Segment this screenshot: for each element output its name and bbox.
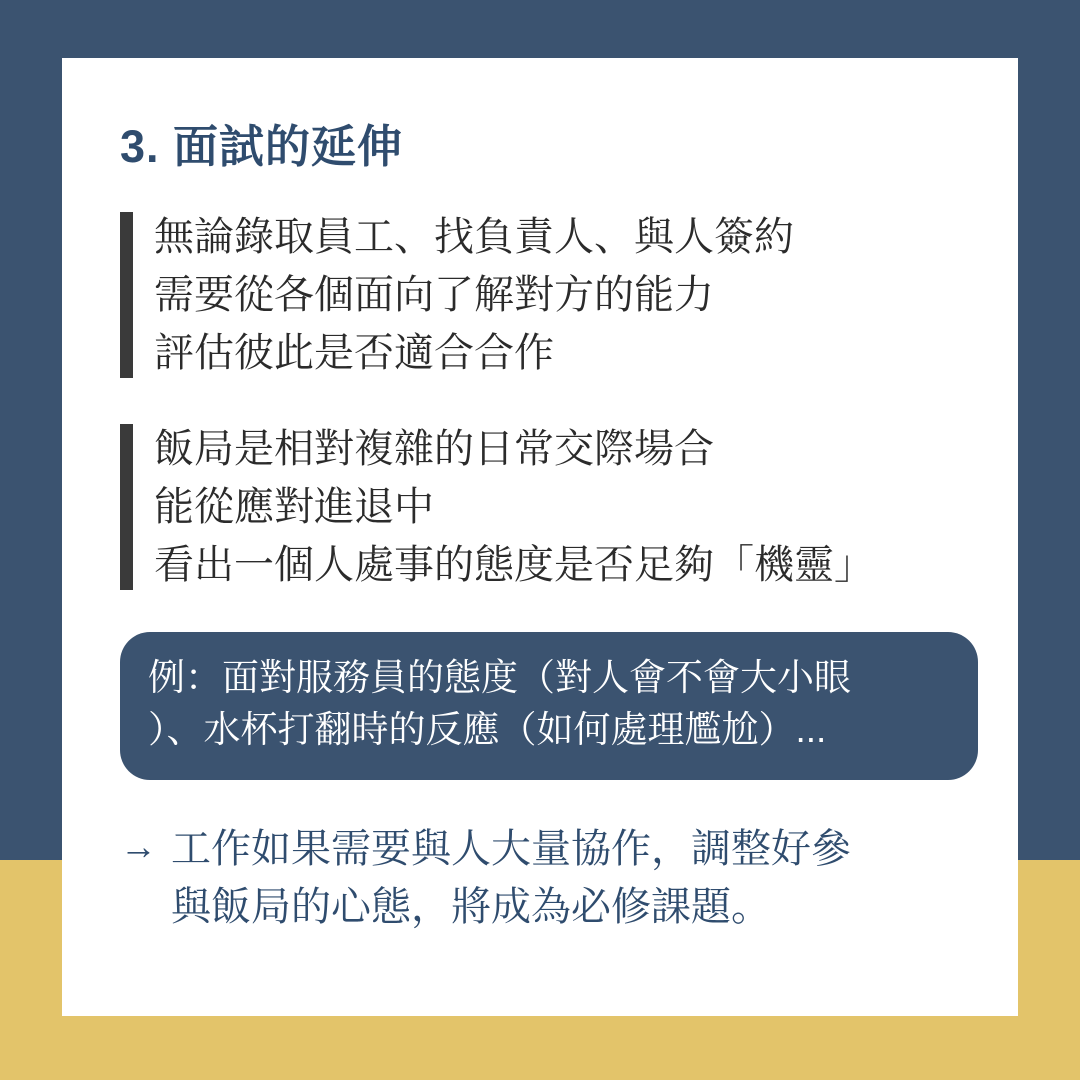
quote-line: 需要從各個面向了解對方的能力 (154, 273, 714, 317)
example-line: 例：面對服務員的態度（對人會不會大小眼 (148, 657, 851, 698)
conclusion-line: 工作如果需要與人大量協作，調整好參 (171, 826, 851, 871)
quote-line: 評估彼此是否適合合作 (154, 331, 554, 375)
content-card (62, 58, 1018, 1016)
quote-block-2 (120, 420, 978, 594)
quote-line: 飯局是相對複雜的日常交際場合 (154, 427, 714, 471)
quote-bar-icon (120, 424, 133, 590)
conclusion-line: 與飯局的心態，將成為必修課題。 (171, 884, 771, 929)
conclusion-text (171, 820, 851, 936)
quote-block-1 (120, 208, 978, 382)
quote-line: 無論錄取員工、找負責人、與人簽約 (154, 215, 794, 259)
example-line: ）、水杯打翻時的反應（如何處理尷尬）... (148, 708, 827, 750)
conclusion-block (120, 820, 978, 936)
arrow-right-icon: → (120, 825, 157, 867)
quote-line: 能從應對進退中 (154, 485, 434, 529)
quote-bar-icon (120, 212, 133, 378)
quote-line: 看出一個人處事的態度是否足夠「機靈」 (154, 543, 874, 587)
example-callout (120, 632, 978, 780)
card-inner (120, 120, 978, 936)
page-title: 3. 面試的延伸 (120, 121, 404, 172)
